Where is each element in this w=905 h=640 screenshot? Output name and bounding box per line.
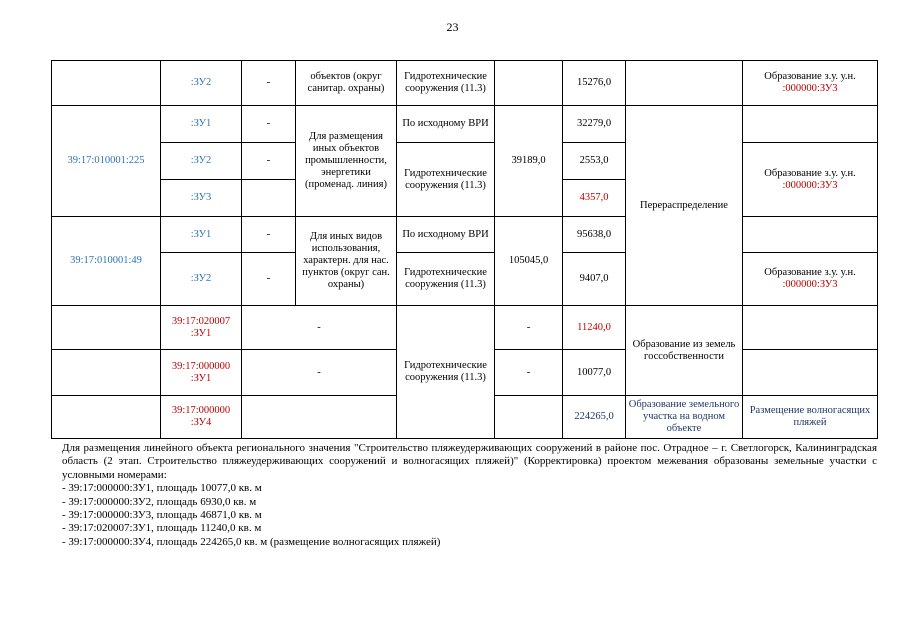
cell-dash: - <box>242 106 296 143</box>
cell-zu: :ЗУ2 <box>161 253 242 306</box>
table-row <box>52 253 878 306</box>
cell-zu: :ЗУ1 <box>161 106 242 143</box>
cell-note <box>743 350 878 396</box>
cell-total-area: 105045,0 <box>495 217 563 306</box>
note-item: - 39:17:000000:ЗУ2, площадь 6930,0 кв. м <box>62 495 257 508</box>
cell-area: 4357,0 <box>563 180 626 217</box>
cell-note <box>743 106 878 143</box>
table-row <box>52 143 878 180</box>
cell-dash: - <box>242 143 296 180</box>
cell-total-area <box>495 61 563 106</box>
cell-purpose: объектов (округ санитар. охраны) <box>296 61 397 106</box>
cell-parcel <box>52 396 161 439</box>
cell-purpose: - <box>242 306 397 350</box>
cell-area: 11240,0 <box>563 306 626 350</box>
note-item: - 39:17:020007:ЗУ1, площадь 11240,0 кв. м <box>62 522 262 535</box>
cell-zu: 39:17:020007 :ЗУ1 <box>161 306 242 350</box>
cell-zu: 39:17:000000 :ЗУ4 <box>161 396 242 439</box>
cell-total-area: - <box>495 350 563 396</box>
cell-purpose: Для иных видов использования, характерн. для нас. пунктов (округ сан. охраны) <box>296 217 397 306</box>
cell-note: Размещение волногасящих пляжей <box>743 396 878 439</box>
cell-total-area: 39189,0 <box>495 106 563 217</box>
cell-total-area <box>495 396 563 439</box>
cell-area: 15276,0 <box>563 61 626 106</box>
cell-method <box>626 61 743 106</box>
cell-area: 9407,0 <box>563 253 626 306</box>
cell-parcel: 39:17:010001:49 <box>52 217 161 306</box>
land-plots-table <box>51 60 878 439</box>
cell-area: 95638,0 <box>563 217 626 253</box>
cell-purpose: Для размещения иных объектов промышленности, энергетики (променад. линия) <box>296 106 397 217</box>
cell-area: 32279,0 <box>563 106 626 143</box>
cell-note: Образование з.у. у.н. :000000:ЗУ3 <box>743 253 878 306</box>
cell-method: Образование из земель госсобственности <box>626 306 743 396</box>
cell-purpose: - <box>242 350 397 396</box>
cell-zu: :ЗУ2 <box>161 61 242 106</box>
cell-note: Образование з.у. у.н. :000000:ЗУ3 <box>743 61 878 106</box>
cell-zu: :ЗУ2 <box>161 143 242 180</box>
cell-zu: :ЗУ1 <box>161 217 242 253</box>
cell-dash: - <box>242 61 296 106</box>
table-row <box>52 61 878 106</box>
cell-total-area: - <box>495 306 563 350</box>
cell-area: 2553,0 <box>563 143 626 180</box>
cell-dash: - <box>242 253 296 306</box>
cell-vri: Гидротехнические сооружения (11.3) <box>397 61 495 106</box>
cell-method: Образование земельного участка на водном объекте <box>626 396 743 439</box>
cell-parcel <box>52 306 161 350</box>
cell-zu: 39:17:000000 :ЗУ1 <box>161 350 242 396</box>
cell-parcel: 39:17:010001:225 <box>52 106 161 217</box>
cell-note <box>743 217 878 253</box>
table-row <box>52 217 878 253</box>
cell-vri: По исходному ВРИ <box>397 106 495 143</box>
cell-vri: Гидротехнические сооружения (11.3) <box>397 143 495 217</box>
note-item: - 39:17:000000:ЗУ4, площадь 224265,0 кв. м (размещение волногасящих пляжей) <box>62 535 441 548</box>
note-block <box>62 442 877 549</box>
cell-vri: По исходному ВРИ <box>397 217 495 253</box>
cell-parcel <box>52 61 161 106</box>
note-item: - 39:17:000000:ЗУ1, площадь 10077,0 кв. м <box>62 482 262 495</box>
table-row <box>52 306 878 350</box>
cell-area: 10077,0 <box>563 350 626 396</box>
cell-purpose <box>242 396 397 439</box>
cell-area: 224265,0 <box>563 396 626 439</box>
cell-note <box>743 306 878 350</box>
page-number: 23 <box>446 20 459 34</box>
cell-dash <box>242 180 296 217</box>
cell-vri: Гидротехнические сооружения (11.3) <box>397 253 495 306</box>
cell-vri: Гидротехнические сооружения (11.3) <box>397 306 495 439</box>
cell-note: Образование з.у. у.н. :000000:ЗУ3 <box>743 143 878 217</box>
cell-dash: - <box>242 217 296 253</box>
table-row <box>52 106 878 143</box>
note-intro: Для размещения линейного объекта регионального значения "Строительство пляжеудерживающих сооружений в районе пос. Отрадное – г. Светлогорск, Калининградская область (2 этап. Строительство пляжеудерживающих сооружений и волногасящих пляжей)" (Корректировка) проектом межевания образованы земельные участки с условными номерами: <box>62 442 877 481</box>
cell-parcel <box>52 350 161 396</box>
note-item: - 39:17:000000:ЗУ3, площадь 46871,0 кв. м <box>62 509 262 522</box>
cell-zu: :ЗУ3 <box>161 180 242 217</box>
cell-method: Перераспределение <box>626 106 743 306</box>
